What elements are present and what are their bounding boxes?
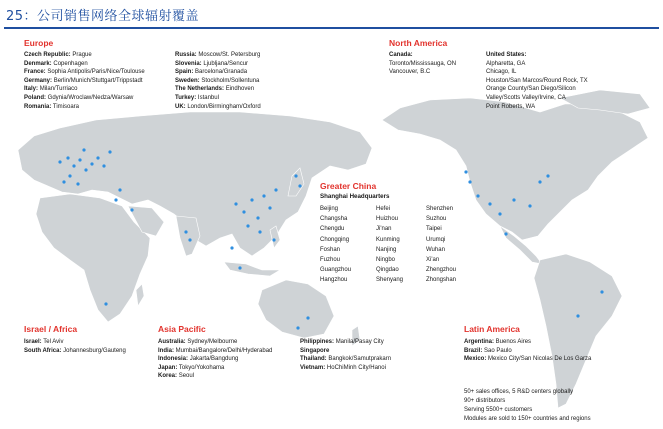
list-item: Toronto/Mississauga, ON: [389, 60, 457, 67]
region-title-greater-china: Greater China: [320, 181, 377, 191]
list-item: Ningbo: [376, 257, 396, 264]
city-list: Tokyo/Yokohama: [178, 364, 225, 371]
map-marker: [130, 208, 133, 211]
map-marker: [66, 156, 69, 159]
country-label: Poland:: [24, 94, 46, 101]
region-title-israel-africa: Israel / Africa: [24, 324, 78, 334]
list-item: Fuzhou: [320, 257, 341, 264]
city-list: Prague: [72, 52, 92, 58]
country-label: Philippines:: [300, 339, 335, 345]
list-item: Chicago, IL: [486, 69, 517, 76]
map-marker: [188, 238, 191, 241]
map-marker: [184, 230, 187, 233]
map-marker: [538, 180, 541, 183]
list-item: Chengdu: [320, 226, 345, 233]
list-item: Valley/Scotts Valley/Irvine, CA: [486, 94, 566, 101]
map-marker: [600, 290, 603, 293]
list-item: Shenzhen: [426, 206, 454, 212]
region-title-north-america: North America: [389, 38, 448, 48]
country-label: India:: [158, 347, 174, 354]
city-list: Sydney/Melbourne: [187, 339, 238, 345]
list-item: [175, 94, 261, 103]
list-item: Suzhou: [426, 216, 447, 223]
china-cities-col-3: [426, 204, 456, 286]
europe-left-list: [24, 51, 145, 111]
list-item: [464, 355, 591, 364]
list-item: [24, 68, 145, 77]
list-item: Houston/San Marcos/Round Rock, TX: [486, 77, 588, 84]
city-list: Jakarta/Bangdung: [189, 356, 239, 363]
map-marker: [476, 194, 479, 197]
map-marker: [464, 170, 467, 173]
list-item: 50+ sales offices, 5 R&D centers globally: [464, 389, 574, 395]
list-item: Serving 5500+ customers: [464, 407, 533, 413]
map-marker: [102, 164, 105, 167]
europe-right-list: [175, 51, 261, 111]
country-label: Argentina:: [464, 339, 494, 345]
list-item: [158, 338, 272, 347]
city-list: Buenos Aires: [495, 339, 532, 345]
list-item: [175, 68, 261, 77]
list-item: Modules are sold to 150+ countries and regions: [464, 416, 591, 422]
city-list: Manila/Pasay City: [335, 339, 384, 345]
list-item: Vancouver, B.C: [389, 69, 431, 76]
map-marker: [268, 206, 271, 209]
city-list: Bangkok/Samutprakarn: [328, 356, 392, 363]
map-marker: [68, 174, 71, 177]
map-marker: [504, 232, 507, 235]
list-item: [158, 355, 272, 364]
map-marker: [274, 188, 277, 191]
city-list: Barcelona/Granada: [195, 69, 248, 76]
list-item: [24, 77, 145, 86]
city-list: Timisoara: [52, 103, 80, 110]
country-label: Slovenia:: [175, 60, 202, 67]
map-marker: [512, 198, 515, 201]
country-label: Turkey:: [175, 94, 197, 101]
country-label: UK:: [175, 103, 186, 110]
list-item: Qingdao: [376, 267, 399, 274]
list-item: [24, 347, 126, 356]
map-marker: [528, 204, 531, 207]
map-marker: [258, 230, 261, 233]
china-headquarters: Shanghai Headquarters: [320, 193, 390, 200]
list-item: Kunming: [376, 236, 400, 243]
city-list: Istanbul: [197, 94, 219, 101]
map-marker: [72, 164, 75, 167]
list-item: Nanjing: [376, 246, 397, 253]
map-marker: [488, 202, 491, 205]
asia-pacific-list-2: [300, 338, 391, 372]
list-item: Huizhou: [376, 216, 399, 223]
figure-title: 25：公司销售网络全球辐射覆盖: [6, 9, 200, 24]
map-marker: [234, 202, 237, 205]
landmass-india: [176, 216, 200, 256]
list-item: [175, 60, 261, 69]
country-label: Denmark:: [24, 60, 52, 67]
list-item: [175, 85, 261, 94]
country-label: Thailand:: [300, 356, 327, 363]
list-item: [158, 364, 272, 373]
summary-list: [464, 388, 591, 424]
list-item: Shenyang: [376, 277, 404, 284]
city-list: Sao Paulo: [484, 347, 512, 354]
region-title-latin-america: Latin America: [464, 324, 520, 334]
city-list: Stockholm/Sollentuna: [201, 77, 260, 84]
landmass-madagascar: [136, 284, 144, 306]
city-list: Milan/Turriaco: [39, 86, 78, 93]
landmass-north-america: [382, 98, 648, 240]
map-marker: [250, 198, 253, 201]
map-marker: [104, 302, 107, 305]
list-item: [24, 338, 126, 347]
map-marker: [96, 156, 99, 159]
map-marker: [62, 180, 65, 183]
list-item: Guangzhou: [320, 267, 352, 274]
country-label: United States:: [486, 52, 527, 58]
map-marker: [306, 316, 309, 319]
country-label: Czech Republic:: [24, 52, 71, 58]
list-item: [24, 85, 145, 94]
list-item: Xi'an: [426, 257, 440, 264]
israel-africa-list: [24, 338, 126, 355]
country-label: South Africa:: [24, 347, 62, 354]
city-list: Tel Aviv: [43, 339, 64, 345]
country-label: Russia:: [175, 52, 197, 58]
city-list: Moscow/St. Petersburg: [198, 52, 261, 58]
asia-pacific-list-1: [158, 338, 272, 381]
map-marker: [58, 160, 61, 163]
list-item: [300, 355, 391, 364]
map-marker: [298, 184, 301, 187]
list-item: [300, 338, 391, 347]
list-item: Changsha: [320, 216, 348, 223]
country-label: Australia:: [158, 339, 186, 345]
country-label: Korea:: [158, 373, 178, 380]
region-title-europe: Europe: [24, 38, 54, 48]
map-marker: [78, 158, 81, 161]
city-list: Berlin/Munich/Stuttgart/Trippstadt: [53, 77, 143, 84]
list-item: Chongqing: [320, 236, 350, 243]
country-label: Italy:: [24, 86, 39, 93]
list-item: [175, 51, 261, 60]
map-marker: [296, 326, 299, 329]
city-list: Ljubljana/Sencur: [203, 60, 249, 67]
country-label: Mexico:: [464, 356, 487, 363]
list-item: [24, 60, 145, 69]
city-list: Gdynia/Wroclaw/Nedza/Warsaw: [47, 94, 134, 101]
region-title-asia-pacific: Asia Pacific: [158, 324, 206, 334]
country-label: Japan:: [158, 364, 178, 371]
list-item: Wuhan: [426, 246, 445, 253]
city-list: Mumbai/Bangalore/Delhi/Hyderabad: [175, 347, 273, 354]
country-label: Romania:: [24, 103, 52, 110]
list-item: [158, 347, 272, 356]
map-marker: [242, 210, 245, 213]
list-item: [24, 94, 145, 103]
country-label: Vietnam:: [300, 364, 326, 371]
list-item: [175, 103, 261, 112]
country-label: Canada:: [389, 52, 413, 58]
map-marker: [576, 314, 579, 317]
list-item: [158, 372, 272, 381]
list-item: Point Roberts, WA: [486, 103, 536, 110]
map-marker: [108, 150, 111, 153]
list-item: Orange County/San Diego/Silicon: [486, 86, 576, 93]
china-cities-col-2: [376, 204, 403, 286]
map-marker: [76, 182, 79, 185]
list-item: [24, 103, 145, 112]
city-list: Mexico City/San Nicolas De Los Garza: [488, 356, 592, 363]
country-label: Singapore: [300, 347, 330, 354]
city-list: Copenhagen: [53, 60, 88, 67]
list-item: [464, 347, 591, 356]
country-label: Spain:: [175, 69, 194, 76]
country-label: Sweden:: [175, 77, 200, 84]
map-marker: [114, 198, 117, 201]
map-marker: [84, 168, 87, 171]
list-item: [464, 338, 591, 347]
list-item: Alpharetta, GA: [486, 60, 526, 67]
list-item: [300, 364, 391, 373]
country-label: France:: [24, 69, 46, 76]
country-label: The Netherlands:: [175, 86, 225, 93]
list-item: Hangzhou: [320, 277, 348, 284]
map-marker: [230, 246, 233, 249]
map-marker: [238, 266, 241, 269]
city-list: Johannesburg/Gauteng: [63, 347, 126, 354]
map-marker: [90, 162, 93, 165]
china-cities-col-1: [320, 204, 351, 286]
map-marker: [262, 194, 265, 197]
map-marker: [294, 174, 297, 177]
map-marker: [468, 180, 471, 183]
landmass-south-america: [534, 254, 622, 408]
landmass-australia: [258, 280, 334, 338]
list-item: [24, 51, 145, 60]
us-list: [486, 51, 588, 111]
landmass-indonesia: [224, 262, 280, 276]
map-marker: [272, 238, 275, 241]
country-label: Germany:: [24, 77, 53, 84]
list-item: Zhongshan: [426, 277, 457, 284]
list-item: 90+ distributors: [464, 398, 506, 404]
city-list: Eindhoven: [225, 86, 255, 93]
list-item: Zhengzhou: [426, 267, 457, 274]
canada-list: [389, 51, 456, 77]
list-item: Urumqi: [426, 236, 446, 243]
map-marker: [82, 148, 85, 151]
country-label: Brazil:: [464, 347, 483, 354]
list-item: Ji'nan: [376, 226, 392, 233]
latin-america-list: [464, 338, 591, 364]
list-item: Foshan: [320, 246, 341, 253]
list-item: [175, 77, 261, 86]
country-label: Indonesia:: [158, 356, 189, 363]
country-label: Israel:: [24, 339, 42, 345]
city-list: Sophia Antipolis/Paris/Nice/Toulouse: [47, 69, 145, 76]
list-item: [300, 347, 391, 356]
city-list: HoChiMinh City/Hanoi: [326, 364, 386, 371]
map-marker: [256, 216, 259, 219]
list-item: Beijing: [320, 206, 339, 212]
city-list: London/Birmingham/Oxford: [187, 103, 261, 110]
map-marker: [118, 188, 121, 191]
title-rule: [4, 27, 659, 29]
list-item: Taipei: [426, 226, 442, 233]
map-marker: [498, 212, 501, 215]
city-list: Seoul: [178, 373, 195, 380]
map-marker: [246, 224, 249, 227]
list-item: Hefei: [376, 206, 391, 212]
map-marker: [546, 174, 549, 177]
